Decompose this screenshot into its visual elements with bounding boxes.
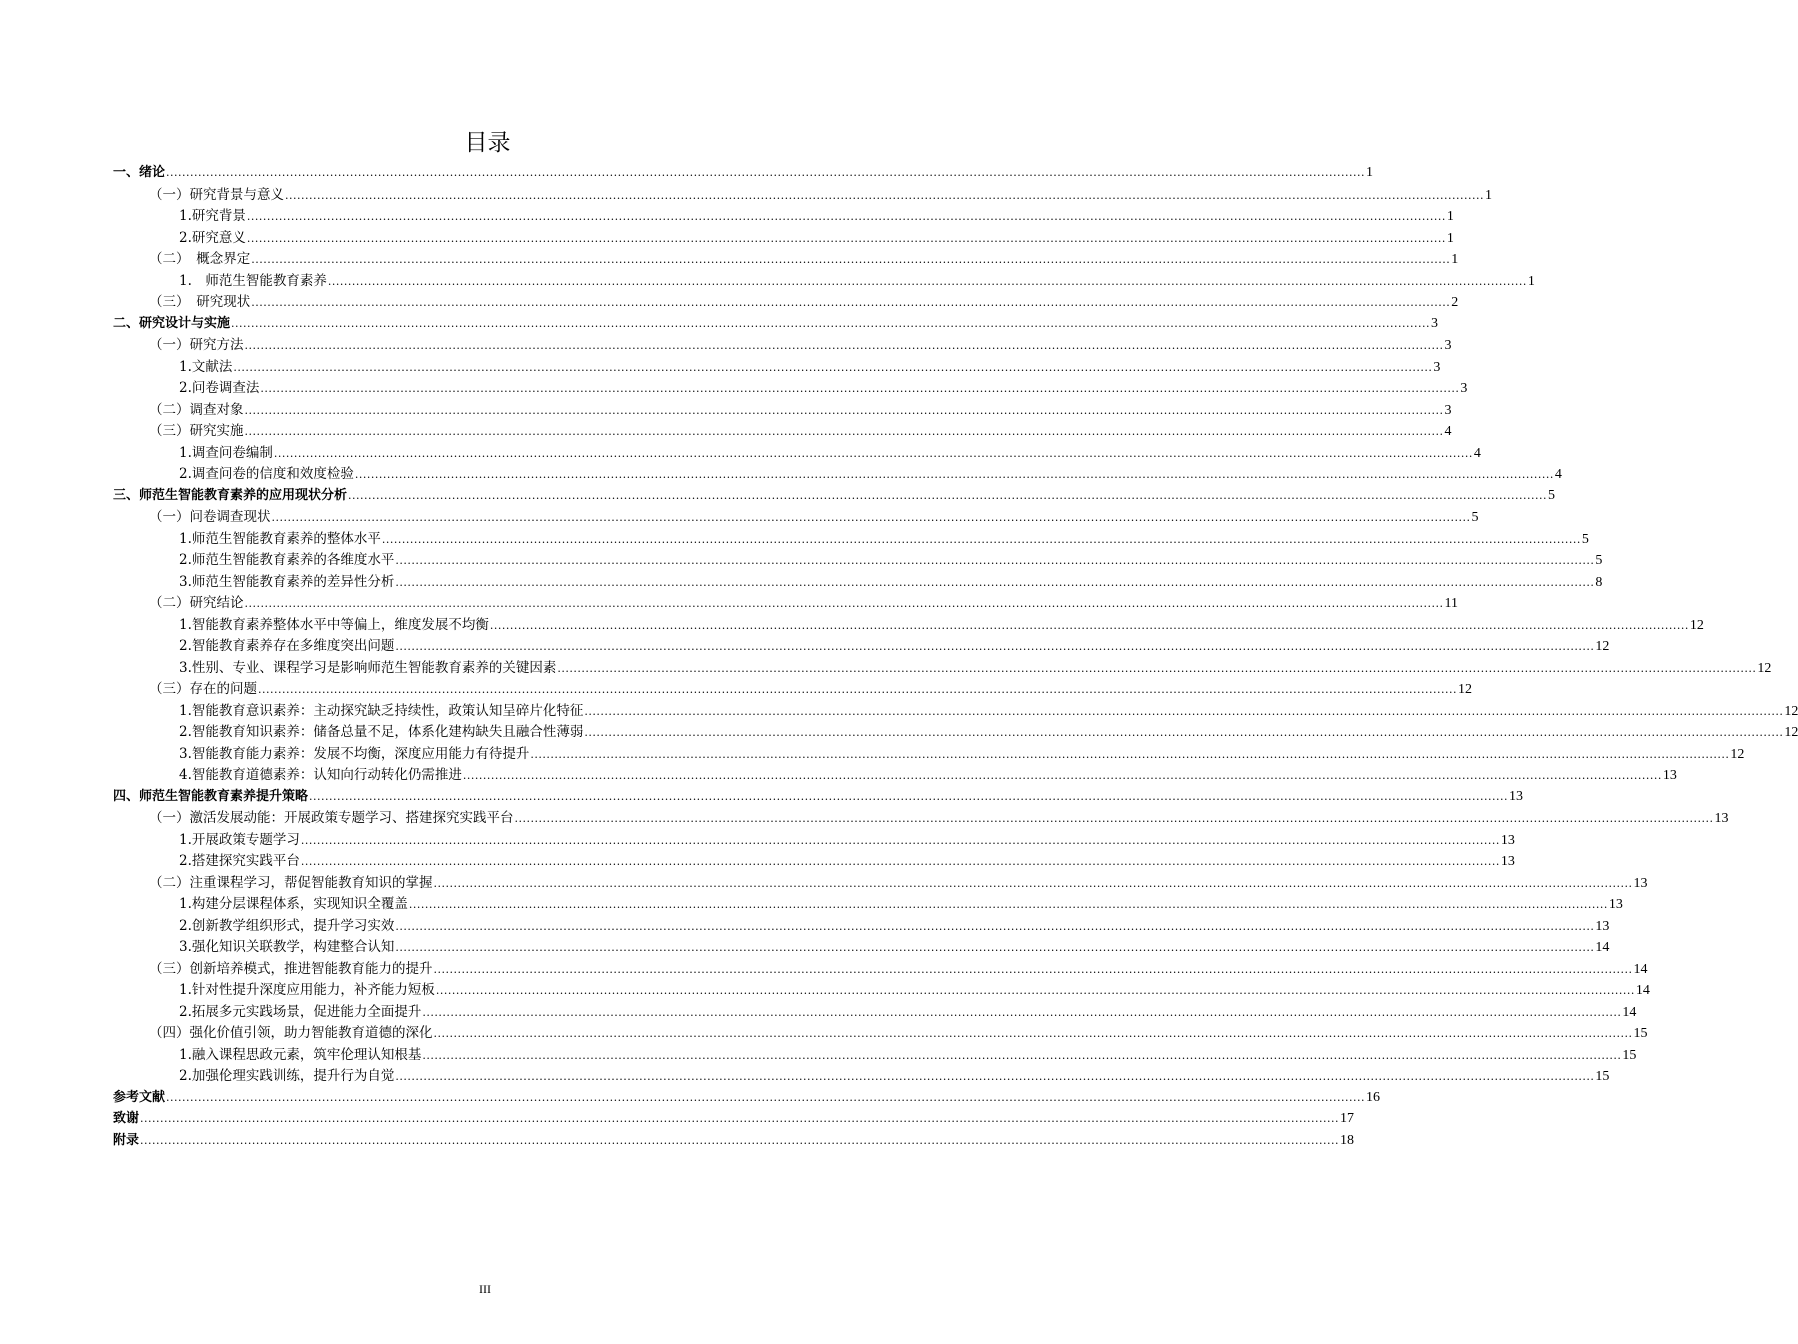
dot-leader: ............................................................................................................................................................................................................................................................................................................ (231, 316, 1430, 330)
dot-leader: ............................................................................................................................................................................................................................................................................................................ (433, 876, 1633, 890)
toc-entry-level-3[interactable] (113, 828, 1515, 850)
toc-entry-label: 2.搭建探究实践平台 (179, 853, 300, 869)
toc-entry-label: 2.智能教育素养存在多维度突出问题 (179, 638, 395, 654)
toc-entry-label: （二）注重课程学习，帮促智能教育知识的掌握 (149, 874, 433, 891)
toc-entry-page-number: 13 (1509, 788, 1523, 804)
dot-leader: ............................................................................................................................................................................................................................................................................................................ (246, 231, 1446, 245)
dot-leader: ............................................................................................................................................................................................................................................................................................................ (557, 661, 1757, 675)
toc-entry-page-number: 1 (1446, 230, 1454, 246)
toc-entry-label: （三） 研究现状 (149, 294, 251, 310)
toc-entry-level-2[interactable] (113, 398, 1452, 420)
dot-leader: ............................................................................................................................................................................................................................................................................................................ (244, 425, 1444, 438)
toc-title: 目录 (464, 130, 511, 156)
toc-entry-level-1[interactable] (113, 1107, 1354, 1129)
dot-leader: ............................................................................................................................................................................................................................................................................................................ (327, 274, 1527, 288)
toc-entry-label: 二、研究设计与实施 (113, 315, 231, 331)
toc-entry-label: 2.问卷调查法 (179, 380, 260, 396)
toc-entry-label: （一）研究方法 (149, 337, 244, 353)
toc-entry-page-number: 1 (1366, 165, 1373, 180)
toc-entry-level-3[interactable] (113, 763, 1677, 785)
toc-entry-level-1[interactable] (113, 484, 1555, 506)
toc-entry-page-number: 13 (1500, 854, 1515, 869)
toc-entry-level-2[interactable] (113, 1021, 1648, 1043)
dot-leader: ............................................................................................................................................................................................................................................................................................................ (395, 919, 1595, 933)
toc-entry-label: 1.文献法 (179, 358, 233, 375)
toc-entry-label: 1.调查问卷编制 (179, 444, 273, 461)
toc-entry-level-3[interactable] (113, 656, 1772, 678)
toc-entry-label: 2.智能教育知识素养：储备总量不足，体系化建构缺失且融合性薄弱 (179, 724, 584, 740)
dot-leader: ............................................................................................................................................................................................................................................................................................................ (300, 833, 1500, 847)
dot-leader: ............................................................................................................................................................................................................................................................................................................ (309, 789, 1508, 803)
dot-leader: ............................................................................................................................................................................................................................................................................................................ (300, 855, 1500, 868)
toc-entry-label: （二）调查对象 (149, 401, 244, 418)
toc-entry-level-3[interactable] (113, 978, 1650, 1000)
toc-entry-label: 1. 师范生智能教育素养 (179, 272, 327, 289)
dot-leader: ............................................................................................................................................................................................................................................................................................................ (395, 554, 1595, 567)
toc-entry-label: 1.构建分层课程体系，实现知识全覆盖 (179, 896, 408, 912)
toc-entry-page-number: 14 (1622, 1004, 1637, 1020)
toc-entry-level-2[interactable] (113, 183, 1492, 205)
toc-entry-label: （二） 概念界定 (149, 251, 251, 267)
toc-entry-level-3[interactable] (113, 613, 1704, 635)
toc-entry-page-number: 11 (1444, 596, 1458, 611)
toc-entry-page-number: 14 (1633, 961, 1648, 977)
toc-entry-level-3[interactable] (113, 1043, 1637, 1065)
toc-entry-label: 2.师范生智能教育素养的各维度水平 (179, 552, 395, 568)
toc-entry-label: 3.智能教育能力素养：发展不均衡，深度应用能力有待提升 (179, 745, 530, 762)
toc-entry-level-2[interactable] (113, 677, 1472, 699)
toc-entry-page-number: 14 (1635, 983, 1650, 998)
toc-entry-label: 1.智能教育素养整体水平中等偏上，维度发展不均衡 (179, 616, 489, 633)
toc-entry-page-number: 3 (1460, 381, 1468, 396)
dot-leader: ............................................................................................................................................................................................................................................................................................................ (514, 812, 1714, 825)
dot-leader: ............................................................................................................................................................................................................................................................................................................ (422, 1005, 1622, 1019)
toc-entry-page-number: 12 (1757, 660, 1772, 676)
toc-entry-page-number: 3 (1444, 338, 1452, 353)
dot-leader: ............................................................................................................................................................................................................................................................................................................ (285, 188, 1484, 202)
dot-leader: ............................................................................................................................................................................................................................................................................................................ (348, 488, 1547, 502)
toc-entry-level-3[interactable] (113, 527, 1589, 549)
toc-entry-label: （四）强化价值引领，助力智能教育道德的深化 (149, 1025, 433, 1041)
toc-entry-label: （一）激活发展动能：开展政策专题学习、搭建探究实践平台 (149, 810, 514, 826)
dot-leader: ............................................................................................................................................................................................................................................................................................................ (244, 339, 1444, 352)
toc-entry-label: 3.强化知识关联教学，构建整合认知 (179, 939, 395, 955)
dot-leader: ............................................................................................................................................................................................................................................................................................................ (395, 941, 1595, 954)
dot-leader: ............................................................................................................................................................................................................................................................................................................ (395, 1070, 1595, 1083)
toc-entry-level-3[interactable] (113, 935, 1610, 957)
toc-entry-label: 2.研究意义 (179, 229, 246, 246)
dot-leader: ............................................................................................................................................................................................................................................................................................................ (166, 1090, 1365, 1104)
toc-entry-page-number: 1 (1451, 252, 1459, 267)
toc-entry-page-number: 12 (1595, 639, 1610, 654)
dot-leader: ............................................................................................................................................................................................................................................................................................................ (584, 704, 1784, 718)
toc-entry-label: （一）问卷调查现状 (149, 509, 271, 525)
toc-entry-page-number: 1 (1527, 273, 1535, 289)
toc-entry-page-number: 17 (1340, 1111, 1354, 1126)
toc-entry-level-1[interactable] (113, 312, 1438, 334)
toc-entry-label: 2.调查问卷的信度和效度检验 (179, 466, 354, 482)
toc-entry-label: 1.师范生智能教育素养的整体水平 (179, 530, 381, 547)
dot-leader: ............................................................................................................................................................................................................................................................................................................ (433, 1027, 1633, 1040)
toc-entry-level-3[interactable] (113, 634, 1610, 656)
toc-entry-level-3[interactable] (113, 720, 1798, 742)
toc-entry-level-3[interactable] (113, 441, 1481, 463)
toc-entry-page-number: 13 (1633, 875, 1648, 891)
toc-entry-page-number: 12 (1784, 725, 1798, 740)
toc-entry-level-3[interactable] (113, 742, 1745, 764)
dot-leader: ............................................................................................................................................................................................................................................................................................................ (435, 984, 1635, 997)
dot-leader: ............................................................................................................................................................................................................................................................................................................ (433, 962, 1633, 976)
toc-entry-page-number: 13 (1714, 811, 1729, 826)
toc-entry-page-number: 2 (1451, 295, 1459, 310)
toc-entry-level-2[interactable] (113, 290, 1459, 312)
dot-leader: ............................................................................................................................................................................................................................................................................................................ (251, 253, 1451, 266)
toc-entry-level-3[interactable] (113, 849, 1515, 871)
page-footer-number: III (479, 1282, 491, 1296)
toc-entry-label: 四、师范生智能教育素养提升策略 (113, 788, 309, 804)
toc-entry-label: 2.加强伦理实践训练，提升行为自觉 (179, 1068, 395, 1084)
toc-entry-label: 1.智能教育意识素养：主动探究缺乏持续性，政策认知呈碎片化特征 (179, 702, 584, 719)
toc-entry-label: 1.针对性提升深度应用能力，补齐能力短板 (179, 982, 435, 998)
toc-entry-label: 一、绪论 (113, 165, 166, 180)
toc-entry-page-number: 13 (1662, 768, 1677, 783)
toc-entry-label: 参考文献 (113, 1089, 166, 1105)
toc-entry-page-number: 15 (1633, 1026, 1648, 1041)
toc-entry-level-3[interactable] (113, 462, 1562, 484)
toc-entry-page-number: 8 (1595, 574, 1603, 590)
dot-leader: ............................................................................................................................................................................................................................................................................................................ (354, 468, 1554, 481)
toc-entry-level-3[interactable] (113, 914, 1610, 936)
toc-entry-level-1[interactable] (113, 161, 1373, 183)
toc-entry-level-3[interactable] (113, 376, 1468, 398)
toc-entry-page-number: 3 (1444, 402, 1452, 418)
dot-leader: ............................................................................................................................................................................................................................................................................................................ (271, 511, 1471, 524)
toc-entry-page-number: 12 (1457, 682, 1472, 697)
toc-entry-level-3[interactable] (113, 226, 1454, 248)
dot-leader: ............................................................................................................................................................................................................................................................................................................ (244, 403, 1444, 417)
toc-entry-label: 1.研究背景 (179, 208, 246, 224)
toc-entry-page-number: 5 (1471, 510, 1479, 525)
toc-entry-label: 2.拓展多元实践场景，促进能力全面提升 (179, 1003, 422, 1020)
toc-entry-level-2[interactable] (113, 591, 1458, 613)
toc-entry-page-number: 5 (1548, 487, 1555, 503)
table-of-contents (113, 161, 1798, 1150)
toc-entry-page-number: 13 (1595, 918, 1610, 934)
toc-entry-page-number: 1 (1446, 209, 1454, 224)
dot-leader: ............................................................................................................................................................................................................................................................................................................ (395, 640, 1595, 653)
toc-entry-level-2[interactable] (113, 247, 1459, 269)
dot-leader: ............................................................................................................................................................................................................................................................................................................ (273, 446, 1473, 460)
toc-entry-level-2[interactable] (113, 419, 1452, 441)
toc-entry-label: 1.开展政策专题学习 (179, 831, 300, 848)
toc-entry-label: 1.融入课程思政元素，筑牢伦理认知根基 (179, 1046, 422, 1063)
toc-entry-page-number: 4 (1473, 445, 1481, 461)
toc-entry-page-number: 5 (1581, 531, 1589, 547)
toc-entry-page-number: 1 (1484, 187, 1492, 203)
toc-entry-label: （一）研究背景与意义 (149, 186, 284, 203)
toc-entry-page-number: 4 (1554, 467, 1562, 482)
toc-entry-level-3[interactable] (113, 204, 1454, 226)
toc-entry-level-2[interactable] (113, 871, 1648, 893)
dot-leader: ............................................................................................................................................................................................................................................................................................................ (251, 296, 1451, 309)
toc-entry-label: 附录 (113, 1132, 140, 1148)
toc-entry-label: （三）研究实施 (149, 423, 244, 439)
toc-entry-page-number: 13 (1608, 897, 1623, 912)
dot-leader: ............................................................................................................................................................................................................................................................................................................ (489, 618, 1689, 632)
toc-entry-page-number: 14 (1595, 940, 1610, 955)
dot-leader: ............................................................................................................................................................................................................................................................................................................ (584, 726, 1784, 739)
toc-entry-label: 2.创新教学组织形式，提升学习实效 (179, 917, 395, 934)
dot-leader: ............................................................................................................................................................................................................................................................................................................ (140, 1133, 1339, 1147)
dot-leader: ............................................................................................................................................................................................................................................................................................................ (408, 898, 1608, 911)
toc-entry-level-3[interactable] (113, 355, 1441, 377)
toc-entry-level-3[interactable] (113, 548, 1603, 570)
dot-leader: ............................................................................................................................................................................................................................................................................................................ (462, 769, 1662, 782)
dot-leader: ............................................................................................................................................................................................................................................................................................................ (246, 210, 1446, 223)
dot-leader: ............................................................................................................................................................................................................................................................................................................ (395, 575, 1595, 589)
toc-entry-label: 4.智能教育道德素养：认知向行动转化仍需推进 (179, 767, 462, 783)
toc-entry-label: （三）存在的问题 (149, 681, 257, 697)
toc-entry-page-number: 5 (1595, 553, 1603, 568)
toc-entry-label: 致谢 (113, 1111, 140, 1126)
dot-leader: ............................................................................................................................................................................................................................................................................................................ (422, 1048, 1622, 1062)
toc-entry-page-number: 18 (1340, 1132, 1354, 1148)
dot-leader: ............................................................................................................................................................................................................................................................................................................ (166, 166, 1365, 179)
toc-entry-page-number: 4 (1444, 424, 1452, 439)
toc-entry-page-number: 3 (1431, 315, 1438, 331)
toc-entry-level-1[interactable] (113, 1086, 1380, 1108)
toc-entry-label: 3.师范生智能教育素养的差异性分析 (179, 573, 395, 590)
toc-entry-level-1[interactable] (113, 1129, 1354, 1151)
dot-leader: ............................................................................................................................................................................................................................................................................................................ (244, 597, 1444, 610)
toc-entry-level-3[interactable] (113, 892, 1623, 914)
toc-entry-level-2[interactable] (113, 957, 1648, 979)
toc-entry-page-number: 3 (1433, 359, 1441, 375)
dot-leader: ............................................................................................................................................................................................................................................................................................................ (381, 532, 1581, 546)
toc-entry-level-3[interactable] (113, 269, 1535, 291)
dot-leader: ............................................................................................................................................................................................................................................................................................................ (140, 1112, 1339, 1125)
toc-entry-label: 3.性别、专业、课程学习是影响师范生智能教育素养的关键因素 (179, 659, 557, 676)
toc-entry-label: （二）研究结论 (149, 595, 244, 611)
toc-entry-level-3[interactable] (113, 1064, 1610, 1086)
toc-entry-level-1[interactable] (113, 785, 1523, 807)
toc-entry-level-2[interactable] (113, 505, 1479, 527)
toc-entry-page-number: 16 (1366, 1089, 1380, 1105)
toc-entry-label: （三）创新培养模式，推进智能教育能力的提升 (149, 960, 433, 977)
dot-leader: ............................................................................................................................................................................................................................................................................................................ (260, 382, 1460, 395)
dot-leader: ............................................................................................................................................................................................................................................................................................................ (233, 360, 1433, 374)
toc-entry-level-3[interactable] (113, 1000, 1637, 1022)
toc-entry-page-number: 15 (1622, 1047, 1637, 1063)
toc-entry-page-number: 12 (1730, 746, 1745, 762)
toc-entry-label: 三、师范生智能教育素养的应用现状分析 (113, 487, 348, 503)
toc-entry-level-2[interactable] (113, 333, 1452, 355)
toc-entry-page-number: 15 (1595, 1069, 1610, 1084)
toc-entry-page-number: 12 (1689, 617, 1704, 633)
toc-entry-level-3[interactable] (113, 570, 1603, 592)
toc-entry-page-number: 13 (1500, 832, 1515, 848)
dot-leader: ............................................................................................................................................................................................................................................................................................................ (258, 683, 1457, 696)
dot-leader: ............................................................................................................................................................................................................................................................................................................ (530, 747, 1730, 761)
toc-entry-page-number: 12 (1784, 703, 1798, 719)
toc-entry-level-3[interactable] (113, 699, 1798, 721)
toc-entry-level-2[interactable] (113, 806, 1729, 828)
